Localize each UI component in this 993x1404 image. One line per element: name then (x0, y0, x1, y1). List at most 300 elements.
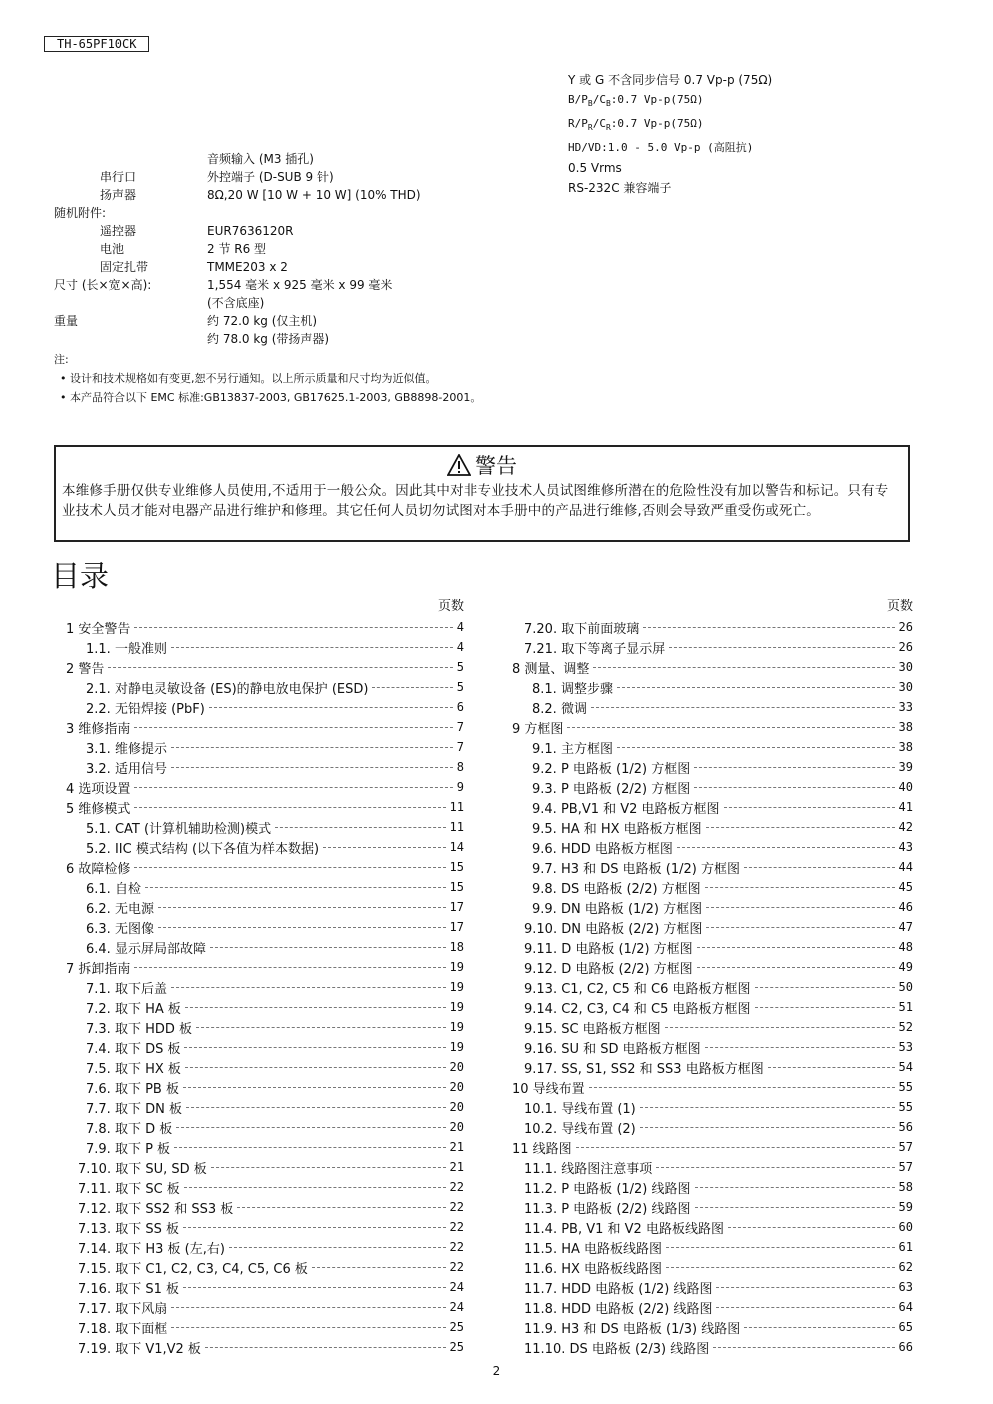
spec-table (54, 150, 474, 350)
toc-entry[interactable] (512, 777, 913, 797)
toc-leader (656, 1167, 894, 1168)
toc-entry-title: 7.15. 取下 C1, C2, C3, C4, C5, C6 板 (78, 1261, 308, 1277)
signal-part: :0.7 Vp-p(75Ω) (610, 93, 704, 106)
toc-leader (728, 1227, 895, 1228)
toc-entry-page: 21 (449, 1160, 464, 1174)
toc-entry[interactable] (512, 1017, 913, 1037)
signal-part: R (605, 123, 611, 133)
toc-leader (312, 1267, 446, 1268)
toc-entry[interactable] (512, 1337, 913, 1357)
toc-entry-page: 65 (898, 1320, 913, 1334)
toc-entry-page: 33 (898, 700, 913, 714)
toc-entry-title: 7.14. 取下 H3 板 (左,右) (78, 1241, 225, 1257)
toc-entry-title: 3.2. 适用信号 (86, 761, 167, 777)
toc-entry[interactable] (512, 917, 913, 937)
toc-entry[interactable] (66, 1117, 464, 1137)
toc-leader (694, 767, 894, 768)
toc-leader (171, 647, 453, 648)
toc-entry[interactable] (66, 1337, 464, 1357)
toc-entry-title: 2.1. 对静电灵敏设备 (ES)的静电放电保护 (ESD) (86, 681, 369, 697)
toc-entry-title: 9.8. DS 电路板 (2/2) 方框图 (532, 881, 701, 897)
toc-leader (768, 1067, 895, 1068)
toc-entry-page: 25 (449, 1320, 464, 1334)
spec-label: 扬声器 (100, 188, 137, 202)
toc-entry-title: 9.6. HDD 电路板方框图 (532, 841, 673, 857)
toc-leader (591, 707, 895, 708)
toc-entry[interactable] (512, 1037, 913, 1057)
toc-leader (576, 1147, 895, 1148)
toc-entry-page: 20 (449, 1100, 464, 1114)
toc-page-header-right: 页数 (886, 599, 913, 614)
toc-leader (617, 687, 895, 688)
toc-right-column (512, 598, 913, 1358)
toc-entry-page: 5 (456, 680, 464, 694)
spec-row (54, 294, 474, 312)
toc-leader (666, 1247, 895, 1248)
toc-entry-page: 42 (898, 820, 913, 834)
toc-entry-page: 63 (898, 1280, 913, 1294)
toc-entry-title: 9.16. SU 和 SD 电路板方框图 (524, 1041, 701, 1057)
toc-entry-title: 11.4. PB, V1 和 V2 电路板线路图 (524, 1221, 724, 1237)
toc-entry-page: 46 (898, 900, 913, 914)
toc-entry[interactable] (512, 617, 913, 637)
toc-entry-page: 66 (898, 1340, 913, 1354)
warning-box (54, 445, 910, 542)
signal-line: 0.5 Vrms (568, 161, 622, 176)
toc-leader (589, 1087, 895, 1088)
toc-entry-page: 20 (449, 1060, 464, 1074)
toc-entry-page: 11 (449, 820, 464, 834)
toc-leader (706, 827, 895, 828)
toc-entry[interactable] (66, 817, 464, 837)
toc-leader (755, 987, 895, 988)
toc-entry[interactable] (512, 1157, 913, 1177)
toc-entry-title: 8 测量、调整 (512, 661, 590, 677)
toc-entry[interactable] (512, 1217, 913, 1237)
toc-leader (174, 1147, 446, 1148)
toc-entry-page: 8 (456, 760, 464, 774)
toc-entry[interactable] (66, 1237, 464, 1257)
toc-entry[interactable] (66, 1077, 464, 1097)
toc-entry[interactable] (66, 1017, 464, 1037)
toc-entry-title: 1 安全警告 (66, 621, 131, 637)
toc-entry[interactable] (512, 637, 913, 657)
spec-label: 电池 (100, 242, 125, 256)
toc-entry[interactable] (66, 1277, 464, 1297)
toc-entry-page: 58 (898, 1180, 913, 1194)
spec-label: 遥控器 (100, 224, 137, 238)
toc-entry[interactable] (512, 1077, 913, 1097)
toc-entry[interactable] (66, 937, 464, 957)
toc-entry-title: 7.18. 取下面框 (78, 1321, 168, 1337)
toc-leader (134, 627, 452, 628)
toc-entry-page: 57 (898, 1160, 913, 1174)
toc-entry-page: 55 (898, 1080, 913, 1094)
toc-entry-title: 11.8. HDD 电路板 (2/2) 线路图 (524, 1301, 713, 1317)
toc-entry-page: 19 (449, 1000, 464, 1014)
toc-entry-title: 7.20. 取下前面玻璃 (524, 621, 640, 637)
toc-entry[interactable] (66, 617, 464, 637)
spec-value: 约 78.0 kg (带扬声器) (207, 332, 330, 346)
toc-entry[interactable] (512, 977, 913, 997)
toc-leader (134, 727, 452, 728)
toc-entry-title: 7.21. 取下等离子显示屏 (524, 641, 666, 657)
toc-entry-title: 8.1. 调整步骤 (532, 681, 613, 697)
toc-entry-page: 17 (449, 900, 464, 914)
toc-entry-page: 20 (449, 1120, 464, 1134)
spec-row (54, 312, 474, 330)
toc-entry[interactable] (66, 777, 464, 797)
toc-entry[interactable] (66, 1257, 464, 1277)
toc-entry[interactable] (512, 1297, 913, 1317)
toc-entry-page: 61 (898, 1240, 913, 1254)
toc-entry[interactable] (66, 977, 464, 997)
toc-leader (171, 747, 453, 748)
toc-entry-title: 7.12. 取下 SS2 和 SS3 板 (78, 1201, 234, 1217)
toc-entry[interactable] (512, 1177, 913, 1197)
toc-entry-title: 7.6. 取下 PB 板 (86, 1081, 179, 1097)
toc-leader (209, 707, 453, 708)
toc-entry-page: 56 (898, 1120, 913, 1134)
toc-entry[interactable] (66, 1037, 464, 1057)
toc-entry[interactable] (512, 817, 913, 837)
toc-leader (716, 1307, 894, 1308)
toc-entry-title: 9.11. D 电路板 (1/2) 方框图 (524, 941, 693, 957)
signal-part: B/P (568, 93, 588, 106)
toc-entry-title: 7.16. 取下 S1 板 (78, 1281, 179, 1297)
toc-entry-page: 24 (449, 1300, 464, 1314)
toc-leader (205, 1347, 446, 1348)
toc-entry[interactable] (66, 737, 464, 757)
toc-title: 目录 (51, 559, 110, 593)
toc-entry-title: 6.1. 自检 (86, 881, 141, 897)
signal-line: HD/VD:1.0 - 5.0 Vp-p (高阻抗) (568, 141, 754, 155)
toc-entry-title: 7.19. 取下 V1,V2 板 (78, 1341, 201, 1357)
toc-entry[interactable] (512, 657, 913, 677)
toc-entry[interactable] (66, 1137, 464, 1157)
toc-entry-title: 9.9. DN 电路板 (1/2) 方框图 (532, 901, 703, 917)
model-label: TH-65PF10CK (44, 36, 149, 52)
toc-entry-title: 7.13. 取下 SS 板 (78, 1221, 179, 1237)
toc-leader (183, 1087, 446, 1088)
toc-entry-title: 11 线路图 (512, 1141, 572, 1157)
toc-entry[interactable] (66, 657, 464, 677)
signal-part: R/P (568, 117, 588, 131)
toc-entry[interactable] (66, 857, 464, 877)
toc-entry-page: 9 (456, 780, 464, 794)
toc-entry-title: 9.1. 主方框图 (532, 741, 613, 757)
toc-leader (617, 747, 895, 748)
toc-entry[interactable] (66, 997, 464, 1017)
toc-entry[interactable] (512, 717, 913, 737)
toc-entry[interactable] (512, 1277, 913, 1297)
toc-entry-page: 24 (449, 1280, 464, 1294)
toc-leader (185, 1067, 446, 1068)
toc-entry-page: 47 (898, 920, 913, 934)
toc-entry[interactable] (512, 1317, 913, 1337)
toc-entry-page: 48 (898, 940, 913, 954)
signal-spec-list (568, 70, 772, 198)
toc-entry-title: 7.10. 取下 SU, SD 板 (78, 1161, 207, 1177)
toc-entry[interactable] (512, 1257, 913, 1277)
toc-entry-page: 19 (449, 1020, 464, 1034)
toc-entry[interactable] (512, 1117, 913, 1137)
toc-entry-page: 14 (449, 840, 464, 854)
warning-triangle-icon (447, 454, 471, 476)
toc-entry-page: 15 (449, 860, 464, 874)
toc-entry-title: 11.3. P 电路板 (2/2) 线路图 (524, 1201, 691, 1217)
toc-entry-page: 52 (898, 1020, 913, 1034)
toc-entry-page: 11 (449, 800, 464, 814)
toc-leader (697, 947, 895, 948)
toc-entry-title: 7.1. 取下后盖 (86, 981, 167, 997)
toc-entry-page: 60 (898, 1220, 913, 1234)
toc-leader (275, 827, 445, 828)
toc-entry-page: 49 (898, 960, 913, 974)
toc-entry[interactable] (66, 1097, 464, 1117)
note-item-2: • 本产品符合以下 EMC 标准:GB13837-2003, GB17625.1-2003, GB8898-2001。 (60, 391, 482, 404)
toc-leader (171, 987, 446, 988)
spec-value: 外控端子 (D-SUB 9 针) (207, 170, 334, 184)
toc-leader (695, 1187, 895, 1188)
toc-entry-page: 7 (456, 720, 464, 734)
toc-leader (593, 667, 894, 668)
toc-leader (744, 867, 895, 868)
toc-entry[interactable] (66, 917, 464, 937)
toc-leader (145, 887, 446, 888)
toc-entry-page: 59 (898, 1200, 913, 1214)
toc-leader (184, 1047, 445, 1048)
toc-entry[interactable] (512, 957, 913, 977)
toc-entry[interactable] (512, 897, 913, 917)
toc-entry-page: 22 (449, 1180, 464, 1194)
toc-leader (229, 1247, 446, 1248)
signal-part: /C (592, 93, 606, 106)
spec-label: 固定扎带 (100, 260, 149, 274)
toc-entry[interactable] (512, 937, 913, 957)
toc-leader (697, 967, 895, 968)
toc-leader (184, 1187, 446, 1188)
toc-leader (210, 947, 446, 948)
toc-entry-page: 45 (898, 880, 913, 894)
toc-entry-title: 7.9. 取下 P 板 (86, 1141, 171, 1157)
toc-leader (706, 927, 894, 928)
toc-leader (323, 847, 445, 848)
toc-entry-page: 5 (456, 660, 464, 674)
toc-entry-title: 9.7. H3 和 DS 电路板 (1/2) 方框图 (532, 861, 740, 877)
toc-leader (706, 907, 894, 908)
signal-part: B (605, 99, 611, 109)
toc-entry[interactable] (512, 877, 913, 897)
toc-entry-page: 50 (898, 980, 913, 994)
toc-entry[interactable] (66, 1297, 464, 1317)
toc-entry-title: 6.4. 显示屏局部故障 (86, 941, 206, 957)
toc-entry-page: 7 (456, 740, 464, 754)
spec-row (54, 330, 474, 348)
toc-entry[interactable] (512, 997, 913, 1017)
toc-leader (171, 767, 453, 768)
toc-entry-page: 6 (456, 700, 464, 714)
toc-entry[interactable] (66, 1317, 464, 1337)
toc-entry-page: 22 (449, 1260, 464, 1274)
spec-row (54, 240, 474, 258)
toc-entry[interactable] (66, 957, 464, 977)
toc-entry-title: 9.2. P 电路板 (1/2) 方框图 (532, 761, 691, 777)
toc-entry-title: 7.4. 取下 DS 板 (86, 1041, 181, 1057)
toc-entry-title: 9.3. P 电路板 (2/2) 方框图 (532, 781, 691, 797)
toc-entry-page: 17 (449, 920, 464, 934)
toc-entry[interactable] (66, 637, 464, 657)
toc-leader (716, 1287, 894, 1288)
toc-leader (176, 1127, 445, 1128)
toc-entry-title: 11.6. HX 电路板线路图 (524, 1261, 663, 1277)
spec-value: (不含底座) (207, 296, 265, 310)
toc-leader (134, 967, 445, 968)
toc-entry-title: 5.2. IIC 模式结构 (以下各值为样本数据) (86, 841, 320, 857)
toc-entry[interactable] (66, 837, 464, 857)
toc-entry[interactable] (66, 717, 464, 737)
toc-entry-page: 38 (898, 720, 913, 734)
toc-entry-title: 7.3. 取下 HDD 板 (86, 1021, 192, 1037)
spec-label: 重量 (54, 314, 79, 328)
toc-entry-page: 62 (898, 1260, 913, 1274)
toc-entry[interactable] (66, 677, 464, 697)
toc-entry[interactable] (512, 1137, 913, 1157)
toc-entry[interactable] (66, 1157, 464, 1177)
toc-entry[interactable] (66, 757, 464, 777)
toc-entry-title: 11.9. H3 和 DS 电路板 (1/3) 线路图 (524, 1321, 741, 1337)
toc-entry-title: 7.8. 取下 D 板 (86, 1121, 173, 1137)
toc-entry[interactable] (66, 877, 464, 897)
toc-entry-title: 7.7. 取下 DN 板 (86, 1101, 182, 1117)
toc-entry-title: 9.12. D 电路板 (2/2) 方框图 (524, 961, 693, 977)
toc-leader (183, 1227, 446, 1228)
toc-entry[interactable] (66, 1177, 464, 1197)
toc-leader (237, 1207, 445, 1208)
toc-entry[interactable] (512, 757, 913, 777)
toc-leader (186, 1107, 446, 1108)
toc-entry[interactable] (512, 837, 913, 857)
toc-entry-title: 10 导线布置 (512, 1081, 585, 1097)
toc-entry-title: 7.17. 取下风扇 (78, 1301, 168, 1317)
toc-entry[interactable] (66, 1057, 464, 1077)
toc-entry-page: 18 (449, 940, 464, 954)
toc-entry[interactable] (66, 1197, 464, 1217)
toc-entry[interactable] (512, 797, 913, 817)
toc-entry[interactable] (512, 737, 913, 757)
toc-entry-title: 2 警告 (66, 661, 105, 677)
toc-leader (134, 867, 445, 868)
warning-title: 警告 (475, 454, 517, 478)
toc-entry-title: 8.2. 微调 (532, 701, 587, 717)
spec-value: 8Ω,20 W [10 W + 10 W] (10% THD) (207, 188, 421, 202)
toc-leader (705, 887, 895, 888)
toc-leader (695, 1207, 895, 1208)
toc-entry-page: 54 (898, 1060, 913, 1074)
toc-entry-title: 5.1. CAT (计算机辅助检测)模式 (86, 821, 272, 837)
toc-entry-page: 25 (449, 1340, 464, 1354)
toc-entry[interactable] (66, 697, 464, 717)
toc-entry-title: 11.2. P 电路板 (1/2) 线路图 (524, 1181, 691, 1197)
spec-value: 约 72.0 kg (仅主机) (207, 314, 318, 328)
spec-value: 音频输入 (M3 插孔) (207, 152, 314, 166)
spec-value: 1,554 毫米 x 925 毫米 x 99 毫米 (207, 278, 393, 292)
page-number: 2 (492, 1364, 501, 1378)
toc-entry-page: 19 (449, 960, 464, 974)
toc-entry[interactable] (512, 857, 913, 877)
spec-value: TMME203 x 2 (207, 260, 288, 274)
signal-part: :0.7 Vp-p(75Ω) (610, 117, 704, 131)
toc-entry[interactable] (66, 797, 464, 817)
toc-entry-page: 26 (898, 620, 913, 634)
toc-entry-title: 1.1. 一般准则 (86, 641, 167, 657)
toc-entry[interactable] (512, 1057, 913, 1077)
spec-label: 串行口 (100, 170, 137, 184)
toc-entry-page: 19 (449, 980, 464, 994)
toc-leader (183, 1287, 446, 1288)
toc-entry[interactable] (66, 897, 464, 917)
toc-entry-title: 6 故障检修 (66, 861, 131, 877)
toc-leader (372, 687, 452, 688)
warning-title-row (56, 453, 908, 479)
toc-leader (185, 1007, 446, 1008)
signal-line (568, 90, 772, 114)
toc-leader (640, 1107, 895, 1108)
warning-body: 本维修手册仅供专业维修人员使用,不适用于一般公众。因此其中对非专业技术人员试图维修所潜在的危险性没有加以警告和标记。只有专业技术人员才能对电器产品进行维护和修理。其它任何人员切勿试图对本手册中的产品进行维修,否则会导致严重受伤或死亡。 (62, 483, 889, 519)
spec-row (54, 222, 474, 240)
toc-entry-title: 9.10. DN 电路板 (2/2) 方框图 (524, 921, 703, 937)
toc-leader (158, 927, 446, 928)
signal-part: B (587, 99, 593, 109)
toc-entry-page: 21 (449, 1140, 464, 1154)
toc-entry[interactable] (512, 677, 913, 697)
toc-leader (196, 1027, 446, 1028)
toc-leader (755, 1007, 895, 1008)
spec-row (54, 168, 474, 186)
spec-label: 尺寸 (长×宽×高): (54, 278, 152, 292)
toc-entry-page: 22 (449, 1220, 464, 1234)
toc-entry-page: 26 (898, 640, 913, 654)
toc-entry[interactable] (512, 1097, 913, 1117)
toc-entry-page: 20 (449, 1080, 464, 1094)
toc-leader (108, 667, 452, 668)
toc-entry[interactable] (512, 697, 913, 717)
toc-entry-title: 11.1. 线路图注意事项 (524, 1161, 653, 1177)
toc-entry-page: 55 (898, 1100, 913, 1114)
toc-leader (171, 1307, 445, 1308)
toc-entry-title: 6.3. 无图像 (86, 921, 154, 937)
toc-entry-page: 30 (898, 680, 913, 694)
toc-entry-title: 11.7. HDD 电路板 (1/2) 线路图 (524, 1281, 713, 1297)
toc-leader (567, 727, 894, 728)
toc-entry[interactable] (66, 1217, 464, 1237)
notes-heading: 注: (54, 353, 69, 366)
toc-entry-title: 9 方框图 (512, 721, 564, 737)
toc-entry-page: 22 (449, 1240, 464, 1254)
toc-entry-page: 51 (898, 1000, 913, 1014)
toc-entry[interactable] (512, 1237, 913, 1257)
spec-value: 2 节 R6 型 (207, 242, 267, 256)
toc-leader (134, 807, 445, 808)
toc-leader (665, 1027, 895, 1028)
toc-entry-page: 44 (898, 860, 913, 874)
toc-entry-page: 64 (898, 1300, 913, 1314)
toc-entry-page: 38 (898, 740, 913, 754)
toc-entry-page: 30 (898, 660, 913, 674)
toc-entry-title: 10.1. 导线布置 (1) (524, 1101, 636, 1117)
toc-entry[interactable] (512, 1197, 913, 1217)
signal-part: R (587, 123, 593, 133)
